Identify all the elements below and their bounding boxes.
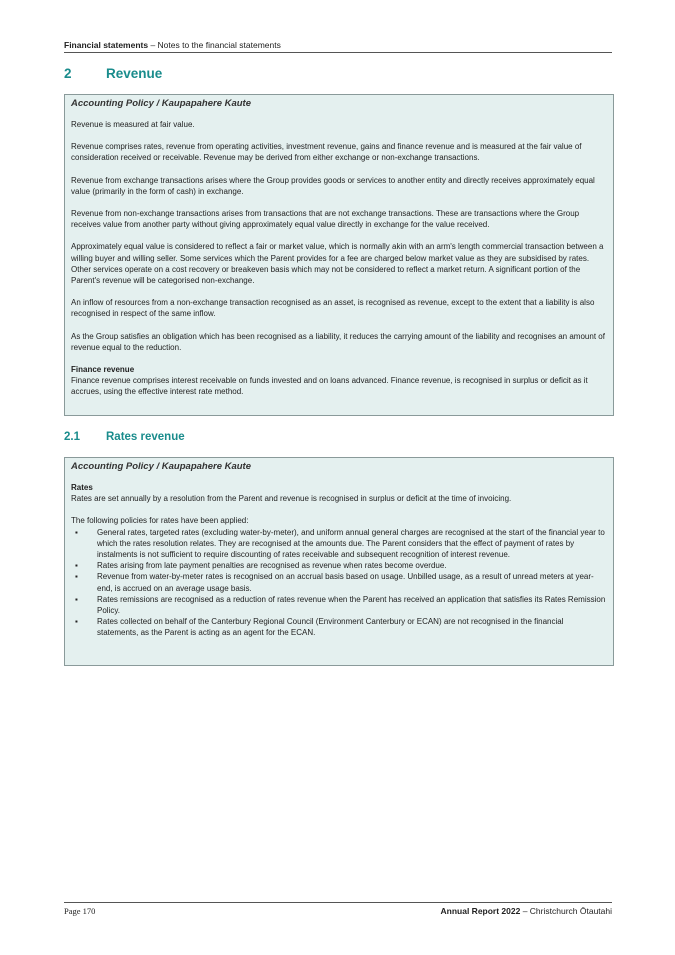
revenue-policy-box — [64, 94, 614, 416]
list-item-text: Rates collected on behalf of the Canterbury Regional Council (Environment Canterbury or ECAN) are not recognised in the financial statements, as the Parent is acting as an agent for the ECAN. — [97, 617, 564, 638]
finance-revenue-label: Finance revenue — [71, 365, 135, 375]
policy-paragraph: As the Group satisfies an obligation which has been recognised as a liability, it reduces the carrying amount of the liability and recognises an amount of revenue equal to the reduction. — [71, 331, 605, 352]
header-subsection: – Notes to the financial statements — [148, 40, 281, 50]
bullet-icon: ▪ — [75, 561, 78, 571]
report-place: – Christchurch Ōtautahi — [520, 906, 612, 916]
footer-report-title — [441, 906, 612, 917]
header-section: Financial statements — [64, 40, 149, 50]
subsection-number: 2.1 — [64, 431, 80, 443]
bullet-icon: ▪ — [75, 594, 78, 604]
policy-title: Accounting Policy / Kaupapahere Kaute — [71, 98, 252, 109]
bullet-icon: ▪ — [75, 617, 78, 627]
finance-revenue-text: Finance revenue comprises interest receivable on funds invested and on loans advanced. Finance revenue, is recognised in surplus or deficit as it accrues, using the effective interest rate method. — [71, 376, 588, 397]
subsection-heading — [64, 431, 185, 443]
rates-text: Rates are set annually by a resolution from the Parent and revenue is recognised in surplus or deficit at the time of invoicing. — [71, 494, 512, 504]
rates-block — [71, 482, 607, 504]
policy-paragraph: Approximately equal value is considered to reflect a fair or market value, which is normally akin with an arm's length commercial transaction between a willing buyer and willing seller. Some services which the Parent provides for a fee are charged below market value as they are subsidised by rates. Other services operate on a cost recovery or breakeven basis which may not be considered to reflect a market return. A significant portion of the Parent's revenue will be categorised non-exchange. — [71, 242, 604, 286]
list-item-text: Rates remissions are recognised as a reduction of rates revenue when the Parent has received an application that satisfies its Rates Remission Policy. — [97, 594, 606, 616]
policy-paragraph: Revenue comprises rates, revenue from operating activities, investment revenue, gains and finance revenue and is measured at the fair value of consideration received or receivable. Revenue may be derived from either exchange or non-exchange transactions. — [71, 142, 582, 163]
report-name: Annual Report 2022 — [440, 906, 521, 916]
bullet-icon: ▪ — [75, 527, 78, 537]
rates-intro: The following policies for rates have been applied: — [71, 516, 249, 526]
finance-revenue-block — [71, 364, 607, 398]
policy-title: Accounting Policy / Kaupapahere Kaute — [71, 461, 252, 472]
list-item — [71, 594, 607, 616]
rates-label: Rates — [71, 483, 93, 492]
subsection-title: Rates revenue — [106, 431, 185, 443]
bullet-icon: ▪ — [75, 572, 78, 582]
list-item-text: General rates, targeted rates (excluding water-by-meter), and uniform annual general charges are recognised at the start of the financial year to which the rates resolution relates. They are recognised at the amounts due. The Parent considers that the effect of payment of rates by instalments is not sufficient to require discounting of rates receivable and subsequent recognition of interest revenue. — [97, 527, 605, 560]
policy-paragraph: An inflow of resources from a non-exchange transaction recognised as an asset, is recognised as revenue, except to the extent that a liability is also recognised in respect of the same inflow. — [71, 298, 595, 319]
list-item-text: Revenue from water-by-meter rates is recognised on an accrual basis based on usage. Unbilled usage, as a result of unread meters at year-end, is accrued on an average usage basis. — [97, 572, 594, 593]
rates-policy-box — [64, 457, 614, 666]
page-footer — [64, 902, 612, 917]
page-number: Page 170 — [64, 906, 96, 916]
list-item — [71, 560, 607, 571]
section-heading — [64, 66, 162, 81]
list-item-text: Rates arising from late payment penalties are recognised as revenue when rates become overdue. — [97, 561, 447, 571]
section-number: 2 — [64, 66, 72, 81]
rates-policy-list — [71, 527, 607, 639]
section-title: Revenue — [106, 66, 163, 81]
list-item — [71, 616, 607, 638]
policy-paragraph: Revenue is measured at fair value. — [71, 120, 195, 129]
page-header — [64, 40, 612, 53]
policy-paragraph: Revenue from exchange transactions arises where the Group provides goods or services to another entity and directly receives approximately equal value (primarily in the form of cash) in exchange. — [71, 175, 595, 196]
list-item — [71, 527, 607, 561]
policy-paragraph: Revenue from non-exchange transactions arises from transactions that are not exchange transactions. These are transactions where the Group receives value from another party without giving approximately equal value directly in exchange for the value received. — [71, 209, 580, 230]
list-item — [71, 571, 607, 593]
